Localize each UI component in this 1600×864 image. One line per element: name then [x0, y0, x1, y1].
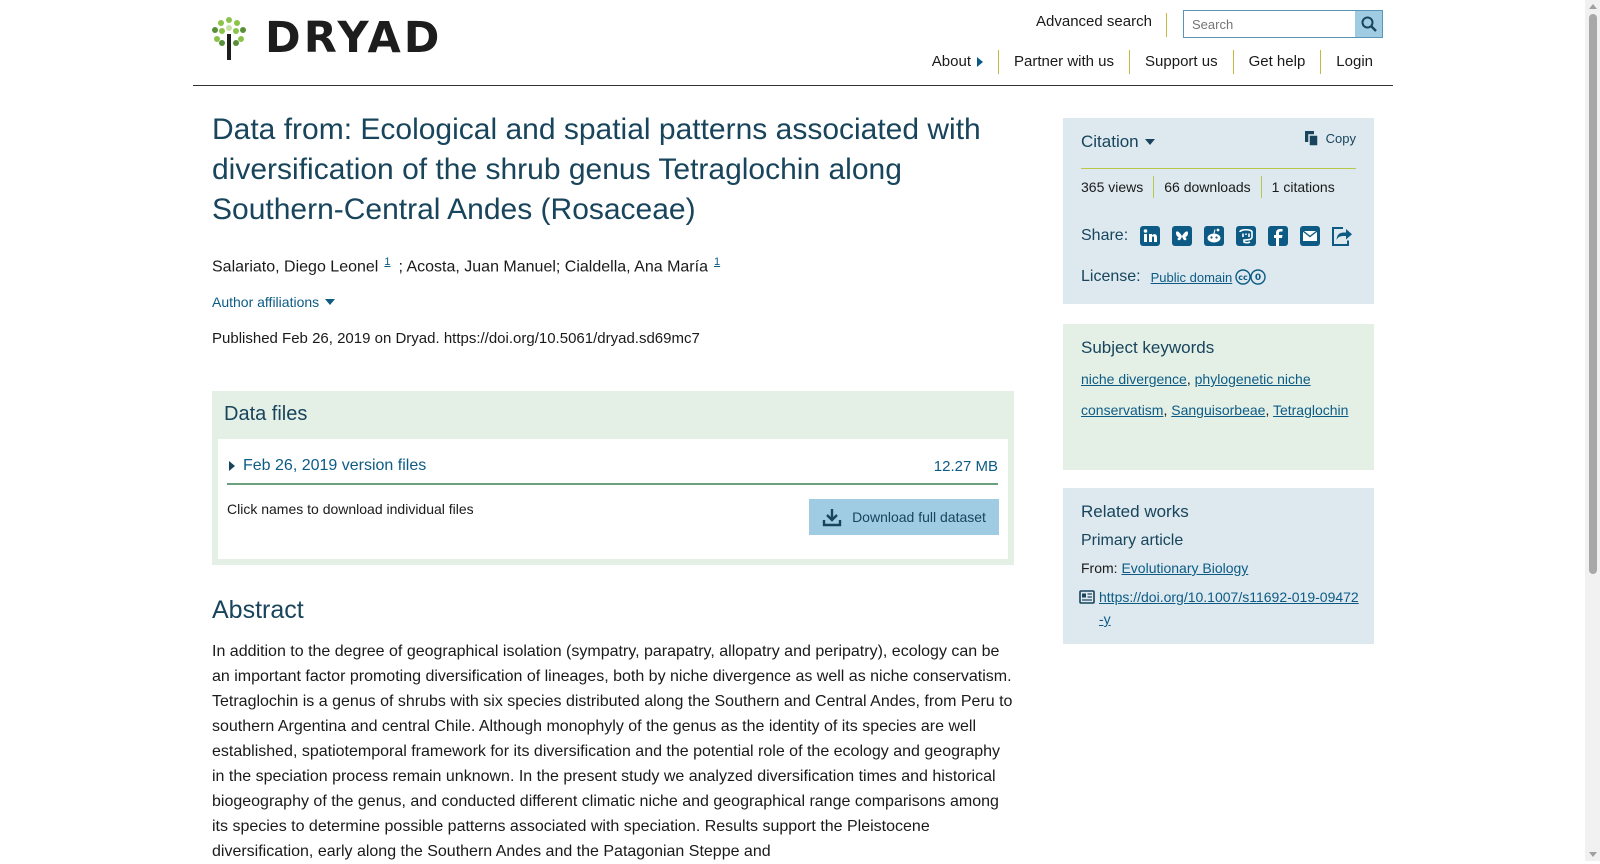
- article-icon: [1079, 590, 1095, 604]
- creative-commons-icon: [1235, 269, 1267, 285]
- related-works-panel: [1063, 488, 1374, 644]
- share-label: Share:: [1081, 227, 1129, 244]
- abstract-heading: Abstract: [212, 596, 304, 624]
- linkedin-icon[interactable]: [1138, 224, 1162, 248]
- share-icon[interactable]: [1330, 224, 1354, 248]
- file-size: 12.27 MB: [933, 457, 998, 475]
- download-full-dataset-label: Download full dataset: [852, 509, 986, 525]
- nav-about-label: About: [931, 53, 971, 70]
- reddit-icon[interactable]: [1202, 224, 1226, 248]
- page-scrollbar[interactable]: [1585, 0, 1600, 861]
- logo-text: DRYAD: [265, 12, 443, 63]
- author-names: ; Acosta, Juan Manuel; Cialdella, Ana María: [398, 258, 708, 276]
- nav-login-label: Login: [1336, 53, 1373, 70]
- search-input[interactable]: [1184, 11, 1355, 37]
- affiliation-marker[interactable]: 1: [384, 256, 391, 268]
- keyword-link[interactable]: niche divergence: [1081, 371, 1187, 387]
- version-files-label-wrap: [227, 457, 426, 475]
- divider: [1081, 168, 1356, 169]
- nav-about[interactable]: [917, 50, 998, 74]
- dryad-logo[interactable]: [211, 12, 443, 63]
- caret-right-icon: [229, 461, 235, 471]
- author-name: Salariato, Diego Leonel: [212, 258, 379, 276]
- main-nav: [917, 50, 1375, 74]
- svg-text:cc: cc: [1238, 273, 1248, 282]
- license-row: [1081, 268, 1267, 286]
- primary-article-heading: Primary article: [1081, 532, 1184, 549]
- download-icon: [822, 507, 842, 527]
- citation-toggle[interactable]: [1081, 132, 1155, 152]
- nav-help[interactable]: [1233, 50, 1321, 74]
- chevron-down-icon: [1145, 139, 1155, 145]
- abstract-text: In addition to the degree of geographical isolation (sympatry, parapatry, allopatry and peripatry), ecology can be an important factor promoting diversification of lineages, both by niche divergence as well as niche conservatism. Tetraglochin is a genus of shrubs with six species distributed along the Southern and Central Andes, from Peru to southern Argentina and central Chile. Although monophyly of the genus as the identity of its species are well established, spatiotemporal framework for its diversification and the potential role of the ecology and geography in the speciation process remain unknown. In the present study we analyzed diversification times and historical biogeography of the genus, and conducted different climatic niche and geographical range comparisons among its species to determine possible patterns associated with speciation. Results support the Pleistocene diversification, early along the Southern Andes and the Patagonian Steppe and: [212, 643, 1013, 860]
- site-header: [193, 0, 1393, 86]
- copy-citation-button[interactable]: [1304, 130, 1356, 147]
- scroll-down-icon[interactable]: [1589, 852, 1597, 857]
- copy-icon: [1304, 130, 1320, 147]
- keyword-link[interactable]: Sanguisorbeae: [1171, 402, 1266, 418]
- nav-support[interactable]: [1129, 50, 1233, 74]
- nav-login[interactable]: [1320, 50, 1375, 74]
- downloads-count: 66 downloads: [1153, 176, 1260, 198]
- related-works-heading: Related works: [1081, 502, 1189, 521]
- related-doi-link[interactable]: https://doi.org/10.1007/s11692-019-09472-y: [1099, 589, 1359, 627]
- nav-support-label: Support us: [1145, 53, 1218, 70]
- author-list: [212, 256, 1014, 276]
- keyword-link[interactable]: phylogenetic niche conservatism: [1081, 371, 1311, 418]
- search-button[interactable]: [1355, 11, 1382, 37]
- keyword-list: niche divergence, phylogenetic niche conservatism, Sanguisorbeae, Tetraglochin: [1081, 371, 1349, 418]
- citation-panel: [1063, 118, 1374, 304]
- license-link[interactable]: Public domain: [1150, 269, 1233, 285]
- data-files-heading: Data files: [224, 403, 308, 425]
- version-files-toggle[interactable]: [227, 449, 998, 485]
- mastodon-icon[interactable]: [1234, 224, 1258, 248]
- data-files-section: [212, 391, 1014, 565]
- download-note: Click names to download individual files: [227, 501, 474, 517]
- search-icon: [1361, 16, 1377, 32]
- nav-partner[interactable]: [998, 50, 1129, 74]
- citation-heading: Citation: [1081, 132, 1139, 151]
- from-label: From:: [1081, 560, 1118, 576]
- advanced-search-link[interactable]: Advanced search: [1036, 13, 1167, 37]
- download-full-dataset-button[interactable]: [809, 499, 999, 535]
- email-icon[interactable]: [1298, 224, 1322, 248]
- nav-partner-label: Partner with us: [1013, 53, 1115, 70]
- subject-keywords-panel: [1063, 324, 1374, 470]
- main-content: [212, 110, 1014, 860]
- license-label: License:: [1081, 268, 1141, 285]
- copy-label: Copy: [1325, 131, 1356, 146]
- nav-help-label: Get help: [1248, 53, 1306, 70]
- tree-icon: [211, 16, 247, 60]
- scrollbar-thumb[interactable]: [1589, 14, 1597, 574]
- svg-text:0: 0: [1255, 273, 1262, 283]
- usage-metrics: [1081, 176, 1345, 198]
- bluesky-icon[interactable]: [1170, 224, 1194, 248]
- search-box: [1183, 10, 1383, 38]
- data-files-panel: [218, 439, 1008, 559]
- caret-right-icon: [977, 57, 983, 67]
- author-affiliations-toggle[interactable]: [212, 294, 1014, 310]
- author-affiliations-label: Author affiliations: [212, 294, 320, 311]
- views-count: 365 views: [1081, 179, 1144, 195]
- share-row: [1081, 224, 1354, 248]
- share-icons: [1138, 224, 1354, 248]
- facebook-icon[interactable]: [1266, 224, 1290, 248]
- affiliation-marker[interactable]: 1: [713, 256, 721, 268]
- publication-info: Published Feb 26, 2019 on Dryad. https://doi.org/10.5061/dryad.sd69mc7: [212, 330, 700, 348]
- subject-keywords-heading: Subject keywords: [1081, 338, 1215, 357]
- version-files-label: Feb 26, 2019 version files: [243, 457, 427, 474]
- related-doi-row: [1079, 586, 1359, 630]
- related-source: [1081, 560, 1248, 576]
- chevron-down-icon: [325, 299, 335, 305]
- scroll-up-icon[interactable]: [1589, 4, 1597, 9]
- page-title: Data from: Ecological and spatial patterns associated with diversification of the shrub genus Tetraglochin along Southern-Central Andes (Rosaceae): [212, 113, 981, 226]
- journal-link[interactable]: Evolutionary Biology: [1121, 560, 1249, 576]
- keyword-link[interactable]: Tetraglochin: [1272, 402, 1349, 418]
- citations-count[interactable]: 1 citations: [1261, 176, 1345, 198]
